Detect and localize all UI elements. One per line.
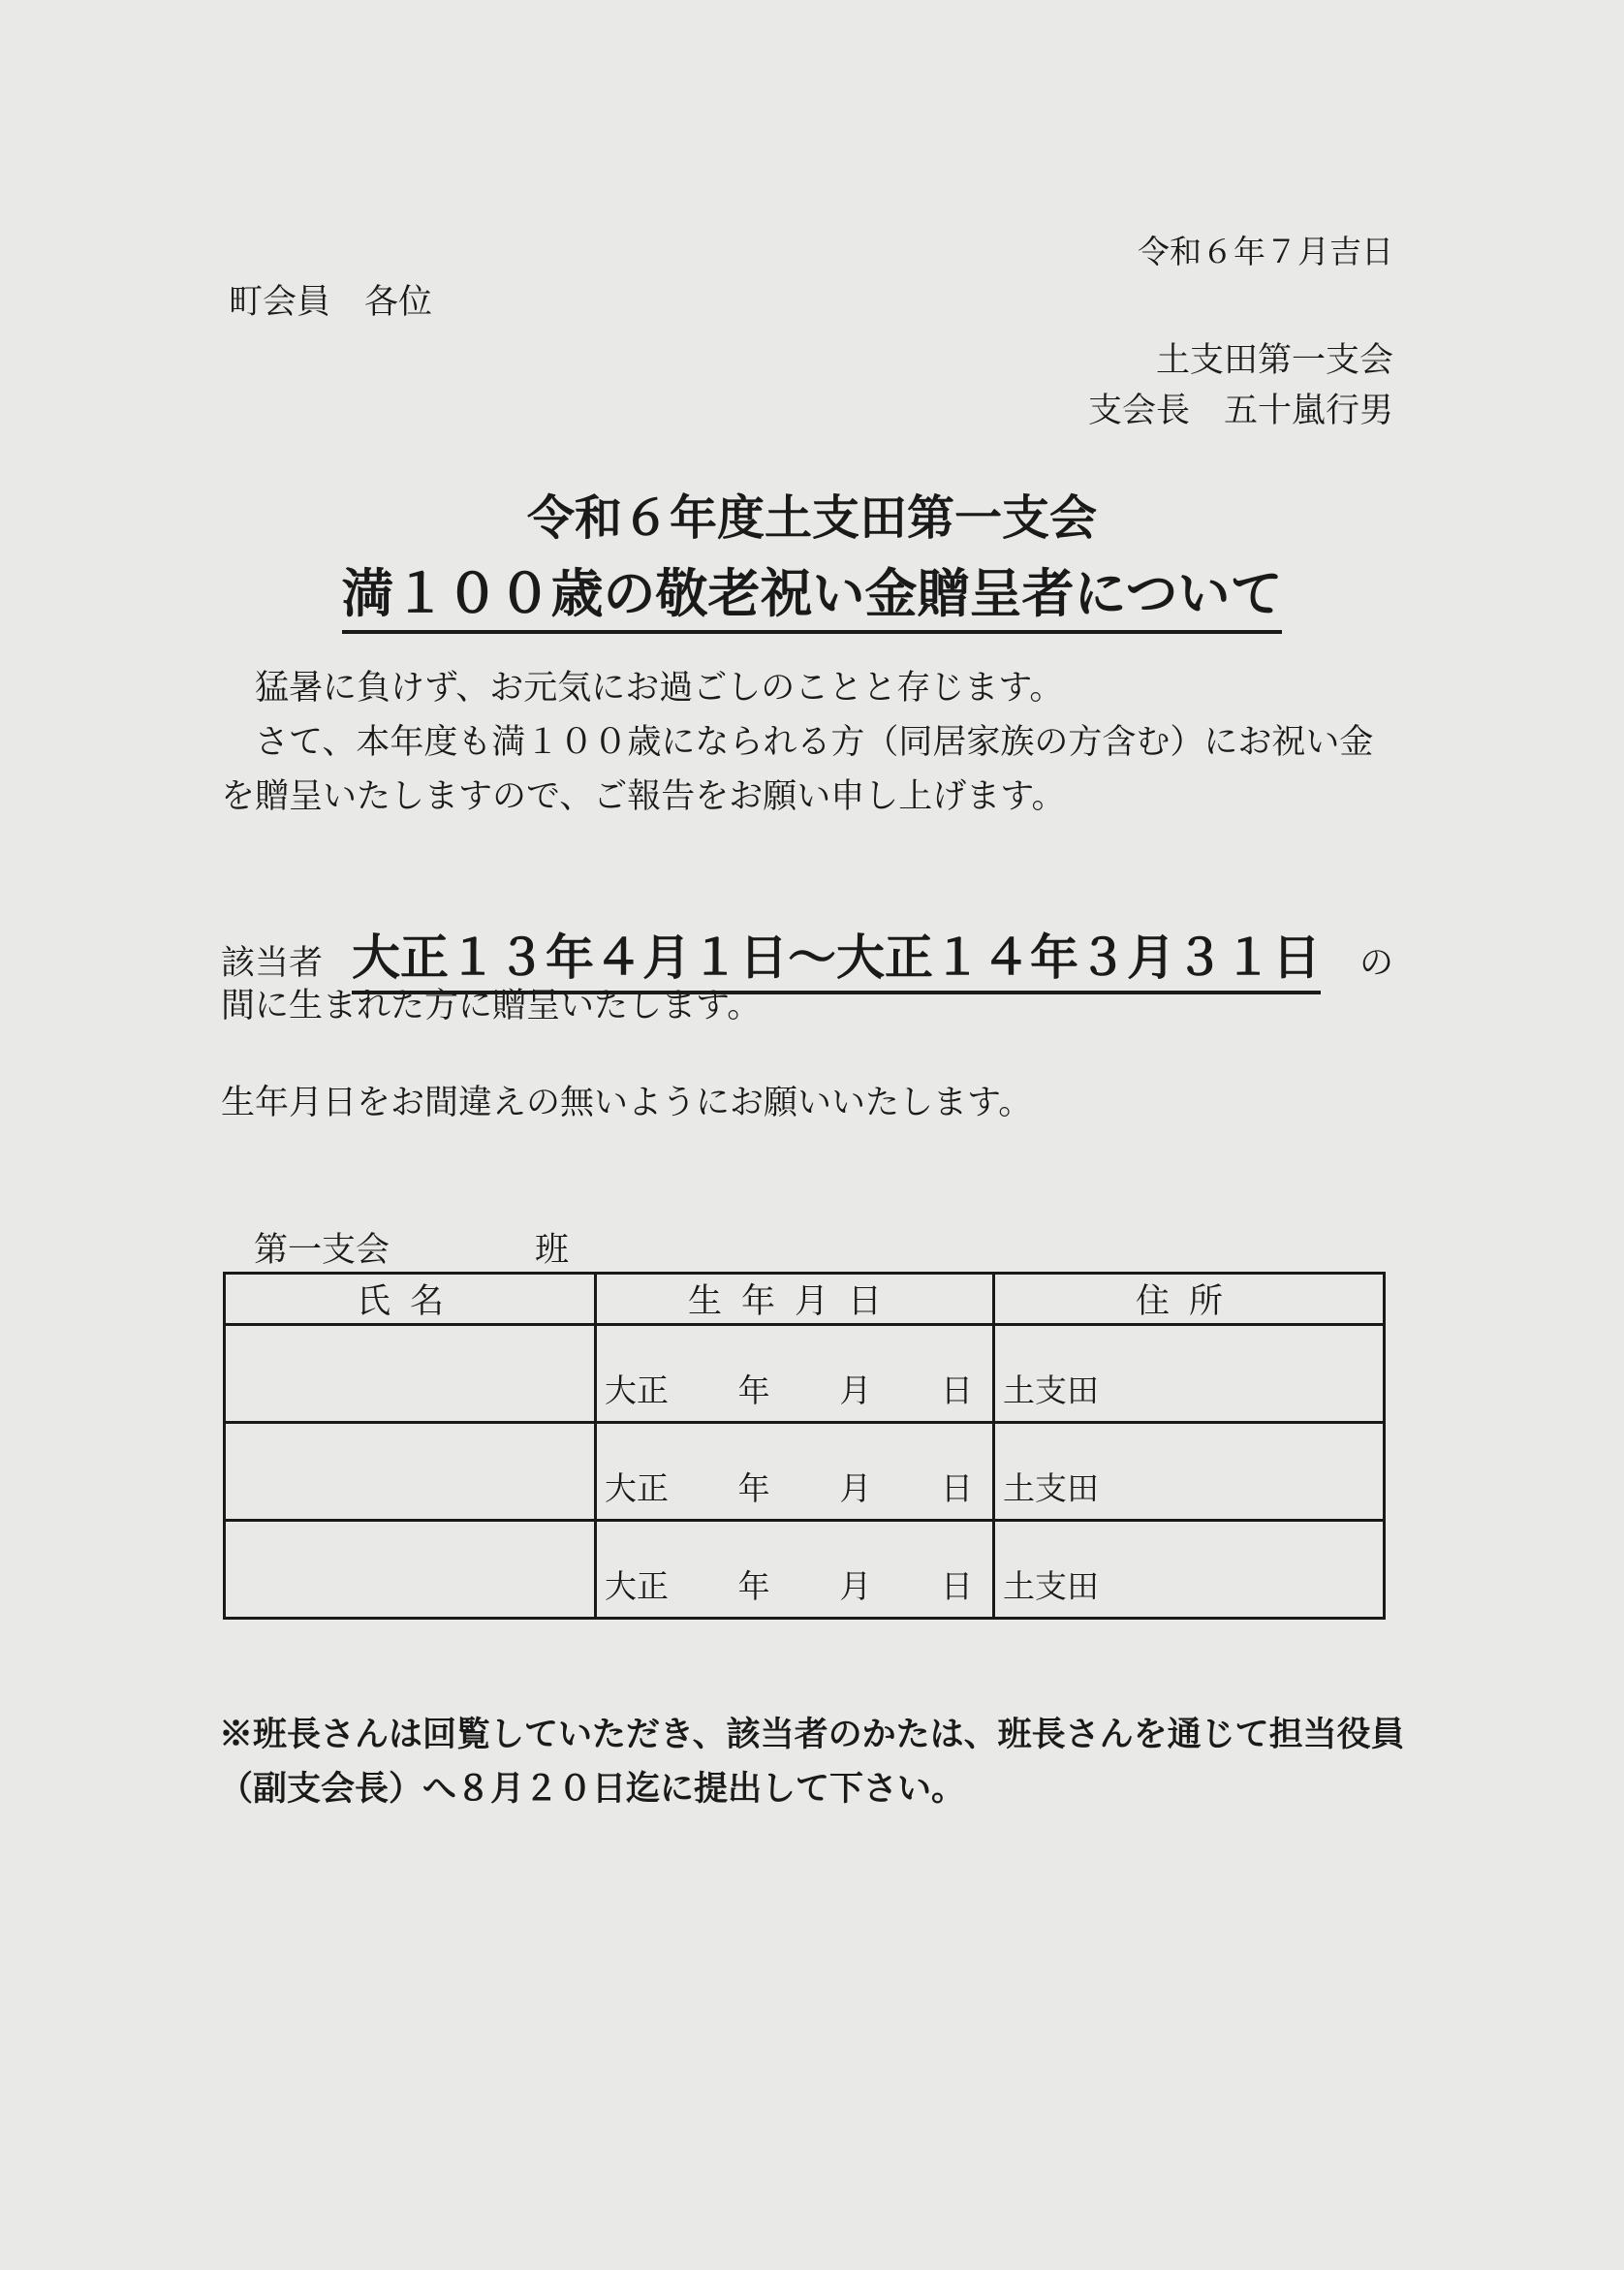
address-field[interactable] — [994, 1423, 1385, 1521]
group-label — [254, 1223, 569, 1272]
dob-day: 日 — [940, 1371, 973, 1409]
target-date-range: 大正１３年４月１日～大正１４年３月３１日 — [352, 919, 1321, 994]
dob-year: 年 — [737, 1469, 770, 1507]
han-label: 班 — [535, 1231, 570, 1270]
address-prefix: 土支田 — [1003, 1567, 1099, 1605]
dob-era: 大正 — [605, 1371, 669, 1409]
dob-month: 月 — [839, 1567, 872, 1605]
issue-date: 令和６年７月吉日 — [1138, 233, 1393, 270]
dob-month: 月 — [839, 1371, 872, 1409]
dob-era: 大正 — [605, 1567, 669, 1605]
dob-day: 日 — [940, 1469, 973, 1507]
announcement-text: さて、本年度も満１００歳になられる方（同居家族の方含む）にお祝い金を贈呈いたしますので、ご報告をお願い申し上げます。 — [221, 723, 1374, 816]
name-field[interactable] — [225, 1423, 596, 1521]
address-field[interactable] — [994, 1325, 1385, 1423]
address-prefix: 土支田 — [1003, 1469, 1099, 1507]
greeting-text: 猛暑に負けず、お元気にお過ごしのことと存じます。 — [255, 669, 1064, 708]
table-header-row — [225, 1274, 1385, 1325]
table-row — [225, 1521, 1385, 1619]
name-field[interactable] — [225, 1325, 596, 1423]
dob-field[interactable] — [596, 1423, 994, 1521]
submission-instructions: ※班長さんは回覧していただき、該当者のかたは、班長さんを通じて担当役員（副支会長）へ８月２０日迄に提出して下さい。 — [219, 1715, 1405, 1809]
name-field[interactable] — [225, 1521, 596, 1619]
header-name: 氏名 — [225, 1274, 596, 1325]
president-name: 支会長 五十嵐行男 — [1087, 392, 1393, 430]
target-suffix: の — [1359, 944, 1394, 983]
dob-day: 日 — [940, 1567, 973, 1605]
target-label: 該当者 — [221, 944, 324, 983]
addressee: 町会員 各位 — [229, 283, 433, 322]
dob-year: 年 — [737, 1567, 770, 1605]
dob-field[interactable] — [596, 1325, 994, 1423]
title-line-2 — [0, 552, 1624, 627]
title-line-2-text: 満１００歳の敬老祝い金贈呈者について — [342, 562, 1283, 634]
dob-era: 大正 — [605, 1469, 669, 1507]
title-line-1: 令和６年度土支田第一支会 — [526, 489, 1097, 546]
header-dob: 生年月日 — [596, 1274, 994, 1325]
table-row — [225, 1423, 1385, 1521]
header-address: 住所 — [994, 1274, 1385, 1325]
dob-caution-note: 生年月日をお間違えの無いようにお願いいたします。 — [221, 1084, 1033, 1122]
address-prefix: 土支田 — [1003, 1371, 1099, 1409]
report-form-table — [223, 1272, 1386, 1620]
greeting-paragraph — [221, 661, 1403, 715]
address-field[interactable] — [994, 1521, 1385, 1619]
organization-name: 土支田第一支会 — [1155, 341, 1393, 380]
dob-month: 月 — [839, 1469, 872, 1507]
announcement-paragraph — [221, 715, 1403, 824]
dob-year: 年 — [737, 1371, 770, 1409]
dob-field[interactable] — [596, 1521, 994, 1619]
table-row — [225, 1325, 1385, 1423]
branch-label: 第一支会 — [254, 1231, 390, 1270]
target-description: 間に生まれた方に贈呈いたします。 — [221, 987, 762, 1025]
